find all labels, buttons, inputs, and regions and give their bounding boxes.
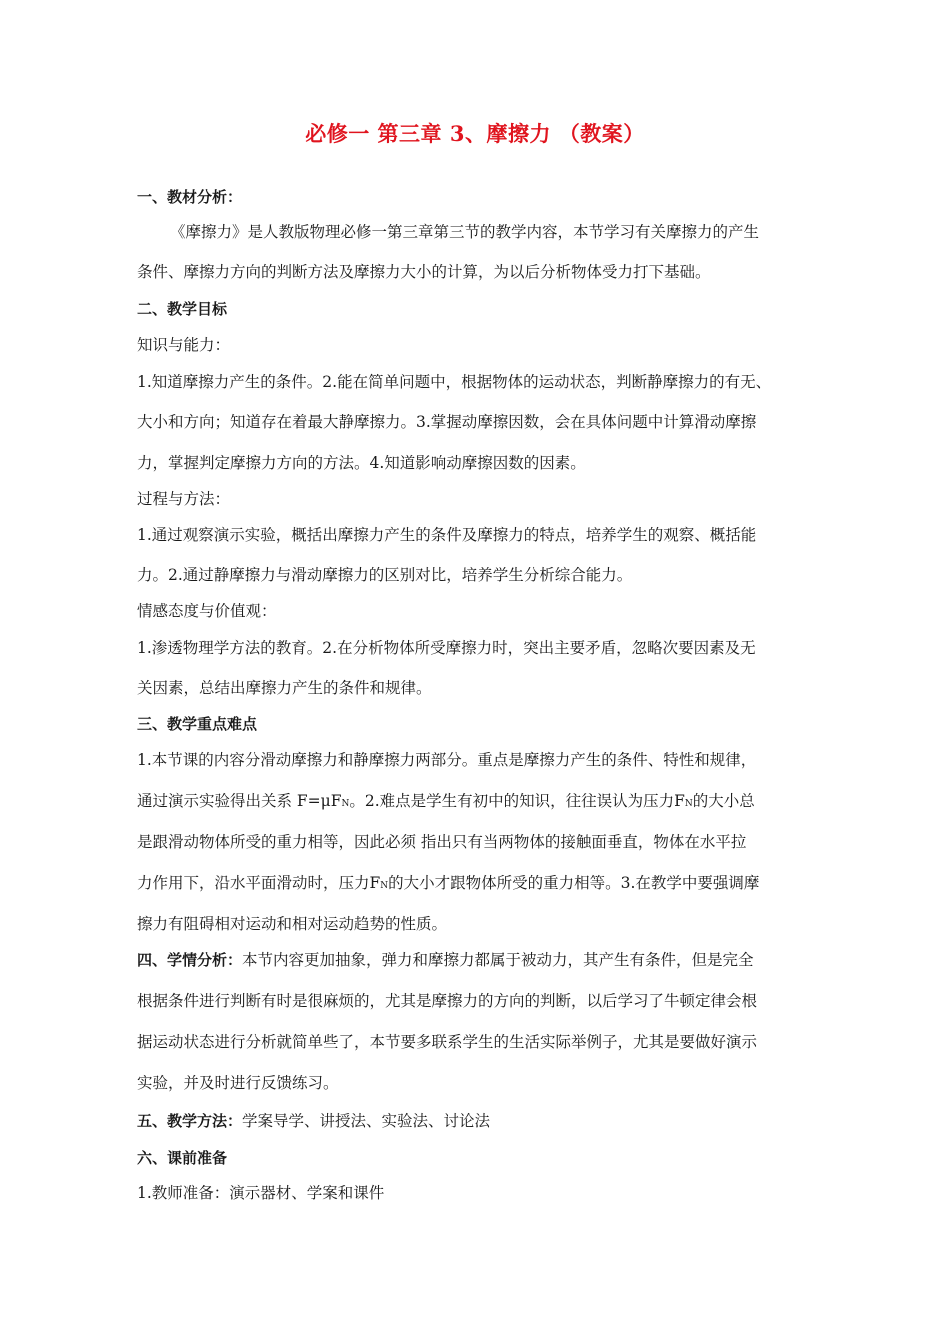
- paragraph-line: 擦力有阻碍相对运动和相对运动趋势的性质。: [137, 915, 448, 933]
- paragraph-line: 1.本节课的内容分滑动摩擦力和静摩擦力两部分。重点是摩擦力产生的条件、特性和规律，: [137, 751, 757, 769]
- paragraph-line: 力，掌握判定摩擦力方向的方法。4.知道影响动摩擦因数的因素。: [137, 454, 586, 472]
- paragraph-line: 据运动状态进行分析就简单些了，本节要多联系学生的生活实际举例子，尤其是要做好演示: [137, 1033, 758, 1051]
- paragraph-line: 力作用下，沿水平面滑动时，压力FN的大小才跟物体所受的重力相等。3.在教学中要强调摩: [137, 874, 760, 892]
- document-title: 必修一 第三章 3、摩擦力 （教案）: [305, 121, 645, 146]
- paragraph-line: 力。2.通过静摩擦力与滑动摩擦力的区别对比，培养学生分析综合能力。: [137, 566, 633, 584]
- paragraph-line: 1.教师准备：演示器材、学案和课件: [137, 1184, 385, 1202]
- paragraph-line: 1.渗透物理学方法的教育。2.在分析物体所受摩擦力时，突出主要矛盾，忽略次要因素及无: [137, 639, 756, 657]
- subheading-emotion: 情感态度与价值观：: [137, 602, 277, 620]
- paragraph-line: 《摩擦力》是人教版物理必修一第三章第三节的教学内容，本节学习有关摩擦力的产生: [170, 223, 760, 241]
- paragraph-line: 是跟滑动物体所受的重力相等，因此必须 指出只有当两物体的接触面垂直，物体在水平拉: [137, 833, 747, 851]
- section-heading-preparation: 六、课前准备: [137, 1149, 228, 1167]
- section-heading-objectives: 二、教学目标: [137, 300, 228, 318]
- paragraph-line: 关因素，总结出摩擦力产生的条件和规律。: [137, 679, 432, 697]
- paragraph-line: 大小和方向；知道存在着最大静摩擦力。3.掌握动摩擦因数，会在具体问题中计算滑动摩擦: [137, 413, 757, 431]
- paragraph-line: 通过演示实验得出关系 F=μFN。2.难点是学生有初中的知识，往往误认为压力FN的大小总: [137, 792, 755, 810]
- paragraph-line: 条件、摩擦力方向的判断方法及摩擦力大小的计算，为以后分析物体受力打下基础。: [137, 263, 711, 281]
- paragraph-line: 实验，并及时进行反馈练习。: [137, 1074, 339, 1092]
- section-heading-key-points: 三、教学重点难点: [137, 715, 258, 733]
- paragraph-line: 1.知道摩擦力产生的条件。2.能在简单问题中，根据物体的运动状态，判断静摩擦力的有无、: [137, 373, 772, 391]
- subheading-knowledge: 知识与能力：: [137, 336, 231, 354]
- section-heading-learner-analysis: 四、学情分析：: [137, 951, 243, 969]
- paragraph-line: 根据条件进行判断有时是很麻烦的，尤其是摩擦力的方向的判断，以后学习了牛顿定律会根: [137, 992, 758, 1010]
- paragraph-line: 五、教学方法：学案导学、讲授法、实验法、讨论法: [137, 1112, 491, 1130]
- subheading-process: 过程与方法：: [137, 490, 231, 508]
- paragraph-line: 四、学情分析：本节内容更加抽象，弹力和摩擦力都属于被动力，其产生有条件，但是完全: [137, 951, 754, 969]
- section-heading-methods: 五、教学方法：: [137, 1112, 243, 1130]
- section-heading-textbook-analysis: 一、教材分析：: [137, 188, 243, 206]
- paragraph-line: 1.通过观察演示实验，概括出摩擦力产生的条件及摩擦力的特点，培养学生的观察、概括能: [137, 526, 757, 544]
